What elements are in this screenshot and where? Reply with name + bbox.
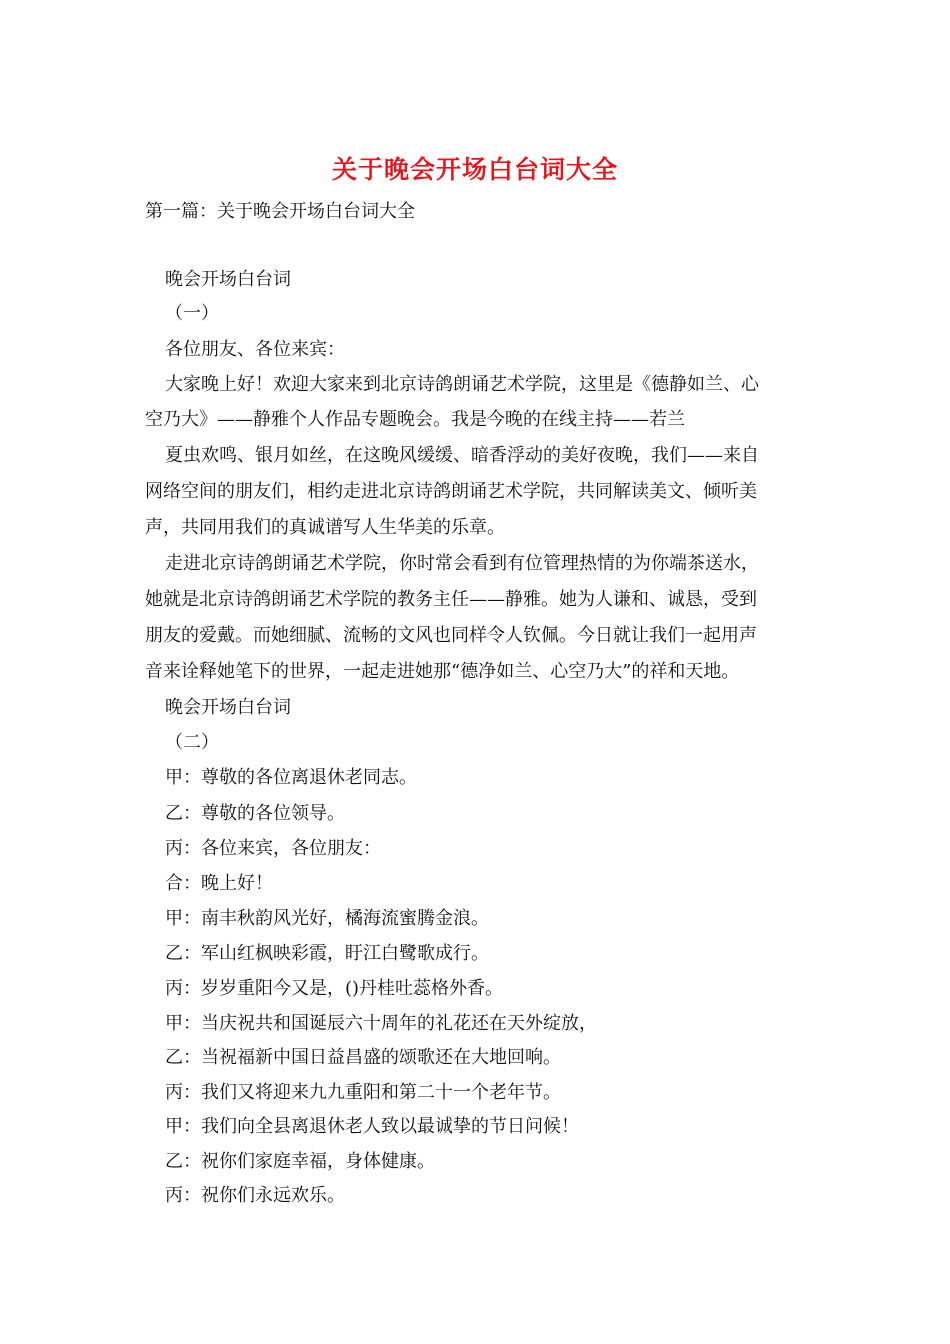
paragraph-line: 朋友的爱戴。而她细腻、流畅的文风也同样令人钦佩。今日就让我们一起用声 bbox=[145, 625, 757, 646]
dialogue-line: 甲：当庆祝共和国诞辰六十周年的礼花还在天外绽放， bbox=[165, 1013, 597, 1034]
dialogue-line: 甲：我们向全县离退休老人致以最诚挚的节日问候！ bbox=[165, 1116, 579, 1137]
paragraph-line: 空乃大》——静雅个人作品专题晚会。我是今晚的在线主持——若兰 bbox=[145, 409, 685, 430]
section-number-2: （二） bbox=[165, 732, 219, 753]
dialogue-line: 乙：军山红枫映彩霞，盱江白鹭歌成行。 bbox=[165, 943, 489, 964]
paragraph-line: 声，共同用我们的真诚谱写人生华美的乐章。 bbox=[145, 517, 505, 538]
dialogue-line: 丙：我们又将迎来九九重阳和第二十一个老年节。 bbox=[165, 1082, 561, 1103]
chapter-heading: 第一篇：关于晚会开场白台词大全 bbox=[145, 201, 415, 222]
dialogue-line: 乙：祝你们家庭幸福，身体健康。 bbox=[165, 1151, 435, 1172]
paragraph-line: 走进北京诗鸽朗诵艺术学院，你时常会看到有位管理热情的为你端茶送水， bbox=[165, 553, 759, 574]
dialogue-line: 甲：南丰秋韵风光好，橘海流蜜腾金浪。 bbox=[165, 908, 489, 929]
paragraph-line: 各位朋友、各位来宾： bbox=[165, 339, 345, 360]
paragraph-line: 她就是北京诗鸽朗诵艺术学院的教务主任——静雅。她为人谦和、诚恳，受到 bbox=[145, 589, 757, 610]
section-heading-2: 晚会开场白台词 bbox=[165, 697, 291, 718]
document-title: 关于晚会开场白台词大全 bbox=[331, 155, 618, 184]
paragraph-line: 音来诠释她笔下的世界，一起走进她那“德净如兰、心空乃大”的祥和天地。 bbox=[145, 661, 740, 682]
dialogue-line: 丙：各位来宾，各位朋友： bbox=[165, 838, 381, 859]
paragraph-line: 夏虫欢鸣、银月如丝，在这晚风缓缓、暗香浮动的美好夜晚，我们——来自 bbox=[165, 445, 759, 466]
dialogue-line: 合：晚上好！ bbox=[165, 873, 273, 894]
section-heading-1: 晚会开场白台词 bbox=[165, 269, 291, 290]
section-number-1: （一） bbox=[165, 303, 219, 324]
dialogue-line: 乙：尊敬的各位领导。 bbox=[165, 803, 345, 824]
dialogue-line: 乙：当祝福新中国日益昌盛的颂歌还在大地回响。 bbox=[165, 1047, 561, 1068]
paragraph-line: 网络空间的朋友们，相约走进北京诗鸽朗诵艺术学院，共同解读美文、倾听美 bbox=[145, 481, 757, 502]
dialogue-line: 甲：尊敬的各位离退休老同志。 bbox=[165, 767, 417, 788]
dialogue-line: 丙：岁岁重阳今又是，()丹桂吐蕊格外香。 bbox=[165, 978, 504, 999]
paragraph-line: 大家晚上好！欢迎大家来到北京诗鸽朗诵艺术学院，这里是《德静如兰、心 bbox=[165, 374, 759, 395]
dialogue-line: 丙：祝你们永远欢乐。 bbox=[165, 1185, 345, 1206]
